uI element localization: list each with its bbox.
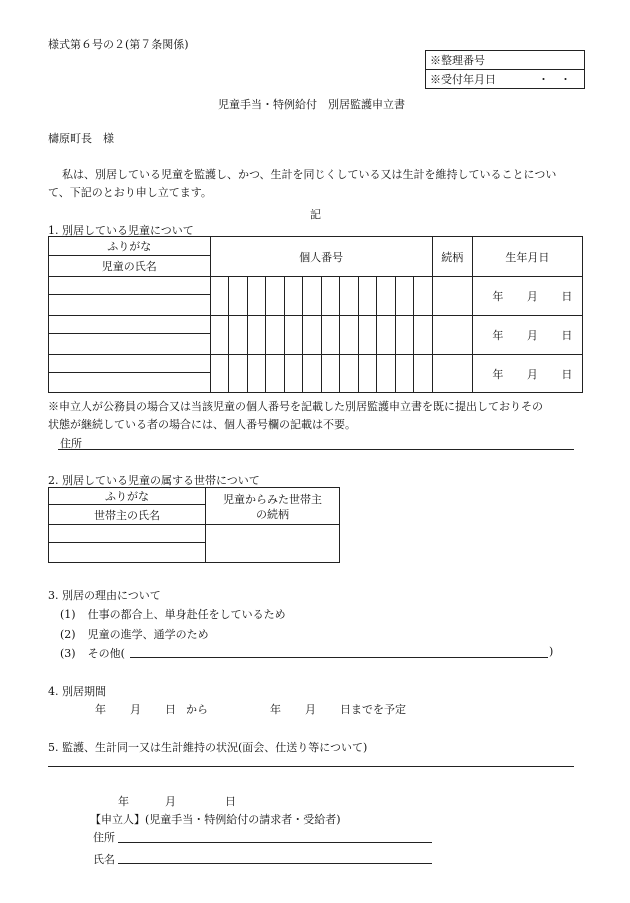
ki-label: 記 <box>310 208 321 221</box>
period-end-day-planned: 日までを予定 <box>340 703 406 716</box>
period-start-year: 年 <box>95 703 106 716</box>
year-label: 年 <box>492 367 504 381</box>
reason-option-2-num: (2) <box>60 628 76 641</box>
child2-digit[interactable] <box>229 316 248 355</box>
receipt-date-dots: ・ ・ <box>538 73 571 86</box>
mynumber-header: 個人番号 <box>210 237 432 277</box>
reason-option-2[interactable] <box>60 626 209 642</box>
reason-option-3[interactable] <box>60 645 125 661</box>
birthdate-header: 生年月日 <box>472 237 582 277</box>
household-furigana-header: ふりがな <box>49 488 206 505</box>
child1-digit[interactable] <box>229 277 248 316</box>
child3-digit[interactable] <box>266 355 285 393</box>
applicant-name-input[interactable] <box>118 863 432 864</box>
children-name-header: 児童の氏名 <box>49 256 211 277</box>
receipt-date-label: ※受付年月日 <box>430 73 496 86</box>
applicant-address-input[interactable] <box>118 842 432 843</box>
child1-digit[interactable] <box>284 277 303 316</box>
child2-digit[interactable] <box>247 316 266 355</box>
child3-birthdate[interactable] <box>472 355 582 393</box>
month-label: 月 <box>526 329 538 342</box>
child1-furigana-input[interactable] <box>49 277 211 295</box>
household-relation-header <box>206 488 340 525</box>
year-label: 年 <box>492 329 504 342</box>
child2-name-input[interactable] <box>49 334 211 355</box>
child2-digit[interactable] <box>303 316 322 355</box>
child3-digit[interactable] <box>377 355 396 393</box>
household-name-header: 世帯主の氏名 <box>49 505 206 525</box>
child1-digit[interactable] <box>377 277 396 316</box>
child1-birthdate[interactable] <box>472 277 582 316</box>
children-furigana-header: ふりがな <box>49 237 211 256</box>
month-label: 月 <box>526 290 538 303</box>
other-close-paren: ) <box>549 645 554 658</box>
reason-option-3-num: (3) <box>60 647 76 660</box>
household-table <box>48 487 340 563</box>
child1-digit[interactable] <box>266 277 285 316</box>
child2-digit[interactable] <box>284 316 303 355</box>
section2-heading: 2. 別居している児童の属する世帯について <box>48 474 260 487</box>
page-title: 児童手当・特例給付 別居監護申立書 <box>218 98 405 111</box>
child3-digit[interactable] <box>321 355 340 393</box>
child2-digit[interactable] <box>377 316 396 355</box>
period-from: から <box>186 703 208 716</box>
household-name-input[interactable] <box>49 543 206 563</box>
note-line2: 状態が継続している者の場合には、個人番号欄の記載は不要。 <box>48 418 356 431</box>
month-label: 月 <box>526 367 538 381</box>
child2-digit[interactable] <box>210 316 229 355</box>
intro-text-line1: 私は、別居している児童を監護し、かつ、生計を同じくしている又は生計を維持していることについ <box>62 168 557 181</box>
child3-digit[interactable] <box>229 355 248 393</box>
sign-day: 日 <box>225 795 236 808</box>
relation-header: 続柄 <box>432 237 472 277</box>
note-line1: ※申立人が公務員の場合又は当該児童の個人番号を記載した別居監護申立書を既に提出しておりその <box>48 400 543 413</box>
child3-digit[interactable] <box>414 355 433 393</box>
relation-header-line1: 児童からみた世帯主 <box>223 493 322 506</box>
child1-digit[interactable] <box>358 277 377 316</box>
child2-relation-input[interactable] <box>432 316 472 355</box>
section5-heading: 5. 監護、生計同一又は生計維持の状況(面会、仕送り等について) <box>48 741 368 754</box>
child3-relation-input[interactable] <box>432 355 472 393</box>
status-input-line[interactable] <box>48 766 574 767</box>
period-end-year: 年 <box>270 703 281 716</box>
child1-digit[interactable] <box>414 277 433 316</box>
child1-digit[interactable] <box>340 277 359 316</box>
reference-number-field: ※整理番号 <box>426 51 585 70</box>
section3-heading: 3. 別居の理由について <box>48 589 161 602</box>
reason-option-1[interactable] <box>60 606 286 622</box>
receipt-box <box>425 50 585 89</box>
child3-furigana-input[interactable] <box>49 355 211 373</box>
child3-digit[interactable] <box>358 355 377 393</box>
child3-digit[interactable] <box>340 355 359 393</box>
day-label: 日 <box>561 367 573 381</box>
child3-digit[interactable] <box>395 355 414 393</box>
child2-digit[interactable] <box>266 316 285 355</box>
applicant-address-label: 住所 <box>93 831 115 844</box>
child1-digit[interactable] <box>395 277 414 316</box>
year-label: 年 <box>492 290 504 303</box>
address-label-1: 住所 <box>60 437 82 450</box>
child3-name-input[interactable] <box>49 373 211 393</box>
day-label: 日 <box>561 329 573 342</box>
child2-digit[interactable] <box>321 316 340 355</box>
reason-option-2-text: 児童の進学、通学のため <box>87 628 209 641</box>
child2-digit[interactable] <box>414 316 433 355</box>
section4-heading: 4. 別居期間 <box>48 685 106 698</box>
applicant-label: 【申立人】(児童手当・特例給付の請求者・受給者) <box>90 813 341 826</box>
period-start-day: 日 <box>165 703 176 716</box>
sign-month: 月 <box>165 795 176 808</box>
child3-digit[interactable] <box>284 355 303 393</box>
child2-digit[interactable] <box>395 316 414 355</box>
applicant-name-label: 氏名 <box>93 853 115 866</box>
child3-digit[interactable] <box>247 355 266 393</box>
child2-digit[interactable] <box>340 316 359 355</box>
intro-text-line2: て、下記のとおり申し立てます。 <box>48 186 212 199</box>
child3-digit[interactable] <box>303 355 322 393</box>
form-code: 様式第６号の２(第７条関係) <box>48 38 189 51</box>
reason-option-1-text: 仕事の都合上、単身赴任をしているため <box>87 608 286 621</box>
child1-digit[interactable] <box>303 277 322 316</box>
child1-digit[interactable] <box>210 277 229 316</box>
reason-option-3-text: その他( <box>87 647 125 660</box>
household-relation-input[interactable] <box>206 525 340 563</box>
period-start-month: 月 <box>130 703 141 716</box>
sign-year: 年 <box>118 795 129 808</box>
relation-header-line2: の続柄 <box>256 508 289 521</box>
child2-furigana-input[interactable] <box>49 316 211 334</box>
child1-digit[interactable] <box>247 277 266 316</box>
address-input-line-1[interactable] <box>58 449 574 450</box>
child2-digit[interactable] <box>358 316 377 355</box>
child1-relation-input[interactable] <box>432 277 472 316</box>
children-table <box>48 236 583 393</box>
period-end-month: 月 <box>305 703 316 716</box>
day-label: 日 <box>561 290 573 303</box>
other-reason-input-line[interactable] <box>130 657 548 658</box>
household-furigana-input[interactable] <box>49 525 206 543</box>
reason-option-1-num: (1) <box>60 608 76 621</box>
child1-name-input[interactable] <box>49 295 211 316</box>
child2-birthdate[interactable] <box>472 316 582 355</box>
section1-heading: 1. 別居している児童について <box>48 224 194 237</box>
addressee: 檮原町長 様 <box>48 132 114 145</box>
receipt-date-field <box>426 70 585 89</box>
child3-digit[interactable] <box>210 355 229 393</box>
child1-digit[interactable] <box>321 277 340 316</box>
